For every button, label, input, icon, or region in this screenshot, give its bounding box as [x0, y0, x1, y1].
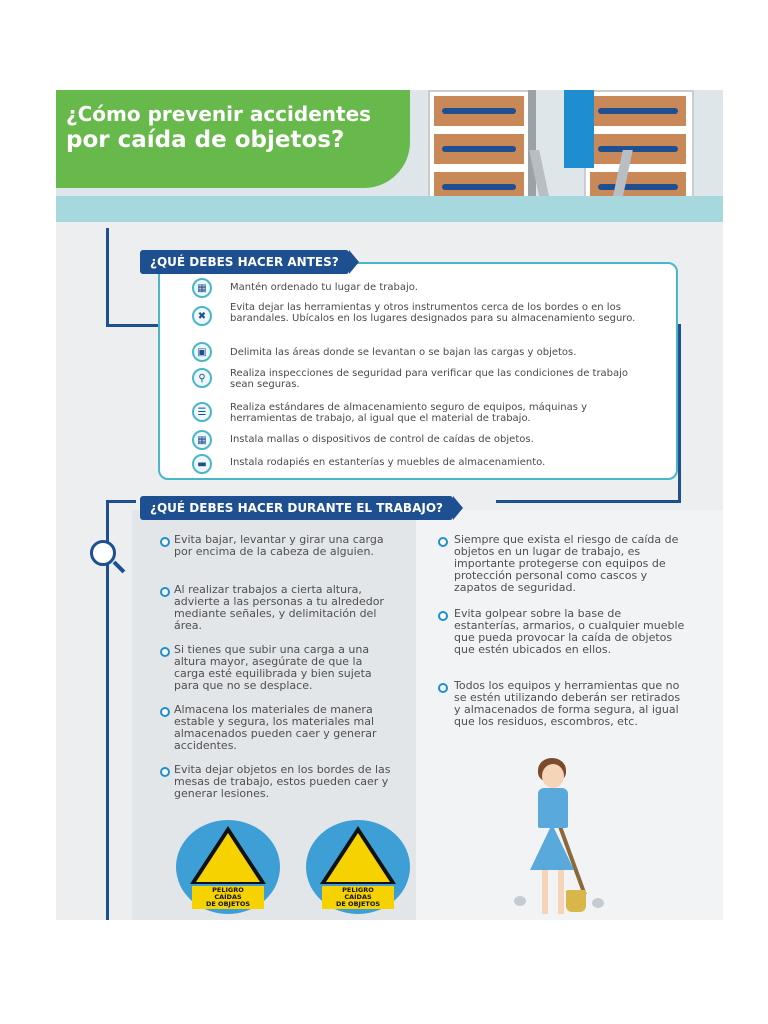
- before-item: Instala rodapiés en estanterías y muebles de almacenamiento.: [230, 457, 546, 468]
- connector-line: [496, 500, 681, 503]
- during-item-right: Siempre que exista el riesgo de caída de objetos en un lugar de trabajo, es importante protegerse con equipos de protección personal como cascos y zapatos de seguridad.: [454, 533, 679, 594]
- tools-icon: ✖: [192, 306, 212, 326]
- before-item: Realiza estándares de almacenamiento seguro de equipos, máquinas y herramientas de trabajo, al igual que el material de trabajo.: [230, 402, 588, 424]
- connector-line: [106, 500, 136, 503]
- before-item: Evita dejar las herramientas y otros instrumentos cerca de los bordes o en los barandales. Ubícalos en los lugares designados para su almacenamiento seguro.: [230, 302, 636, 324]
- during-item-right: Evita golpear sobre la base de estanterías, armarios, o cualquier mueble que pueda provocar la caída de objetos que estén ubicados en ellos.: [454, 607, 685, 656]
- during-item-left: Si tienes que subir una carga a una altura mayor, asegúrate de que la carga esté equilibrada y bien sujeta para que no se desplace.: [174, 643, 372, 692]
- bullet-dot: [438, 537, 448, 547]
- bullet-dot: [160, 647, 170, 657]
- document-icon: ☰: [192, 402, 212, 422]
- before-item: Realiza inspecciones de seguridad para verificar que las condiciones de trabajo sean seguras.: [230, 368, 629, 390]
- search-icon: ⚲: [192, 368, 212, 388]
- header-illustration: [56, 90, 723, 222]
- girl-illustration: [558, 870, 564, 914]
- during-item-left: Evita bajar, levantar y girar una carga por encima de la cabeza de alguien.: [174, 533, 384, 558]
- floor-band: [56, 196, 723, 222]
- clipboard-icon: ▦: [192, 278, 212, 298]
- bullet-dot: [438, 611, 448, 621]
- before-item: Mantén ordenado tu lugar de trabajo.: [230, 282, 418, 293]
- connector-line: [106, 324, 160, 327]
- during-section-title: ¿QUÉ DEBES HACER DURANTE EL TRABAJO?: [140, 496, 453, 520]
- during-item-left: Al realizar trabajos a cierta altura, advierte a las personas a tu alrededor mediante señales, y delimitación del área.: [174, 583, 384, 632]
- warning-sign-label: PELIGRO CAÍDAS DE OBJETOS: [192, 886, 264, 909]
- bullet-dot: [160, 707, 170, 717]
- bullet-dot: [438, 683, 448, 693]
- magnifier-handle: [113, 561, 126, 574]
- storage-shelf-right: [584, 90, 694, 208]
- worker-on-ladder: [564, 90, 594, 168]
- net-icon: ▦: [192, 430, 212, 450]
- during-item-left: Almacena los materiales de manera estable y segura, los materiales mal almacenados pueden caer y generar accidentes.: [174, 703, 377, 752]
- during-item-left: Evita dejar objetos en los bordes de las mesas de trabajo, estos pueden caer y generar lesiones.: [174, 763, 391, 800]
- bullet-dot: [160, 537, 170, 547]
- debris-icon: [592, 898, 604, 908]
- girl-illustration: [530, 824, 574, 870]
- before-section-title: ¿QUÉ DEBES HACER ANTES?: [140, 250, 349, 274]
- connector-line: [106, 228, 109, 326]
- title-banner: [56, 90, 410, 188]
- girl-illustration: [542, 764, 564, 788]
- cargo-icon: ▣: [192, 342, 212, 362]
- warning-sign-label: PELIGRO CAÍDAS DE OBJETOS: [322, 886, 394, 909]
- girl-illustration: [538, 788, 568, 828]
- connector-line: [678, 324, 681, 502]
- infographic-poster: [56, 90, 723, 920]
- during-item-right: Todos los equipos y herramientas que no se estén utilizando deberán ser retirados y almacenados de forma segura, al igual que los residuos, escombros, etc.: [454, 679, 681, 728]
- debris-icon: [514, 896, 526, 906]
- warning-triangle-fill: [196, 833, 260, 882]
- bullet-dot: [160, 767, 170, 777]
- bullet-dot: [160, 587, 170, 597]
- girl-illustration: [542, 870, 548, 914]
- storage-shelf-left: [428, 90, 530, 208]
- broom-head-icon: [566, 890, 586, 912]
- page-title-line2: por caída de objetos?: [66, 127, 345, 153]
- before-item: Instala mallas o dispositivos de control de caídas de objetos.: [230, 434, 534, 445]
- before-item: Delimita las áreas donde se levantan o se bajan las cargas y objetos.: [230, 347, 577, 358]
- baseboard-icon: ▬: [192, 454, 212, 474]
- warning-triangle-fill: [326, 833, 390, 882]
- page-title-line1: ¿Cómo prevenir accidentes: [66, 102, 372, 126]
